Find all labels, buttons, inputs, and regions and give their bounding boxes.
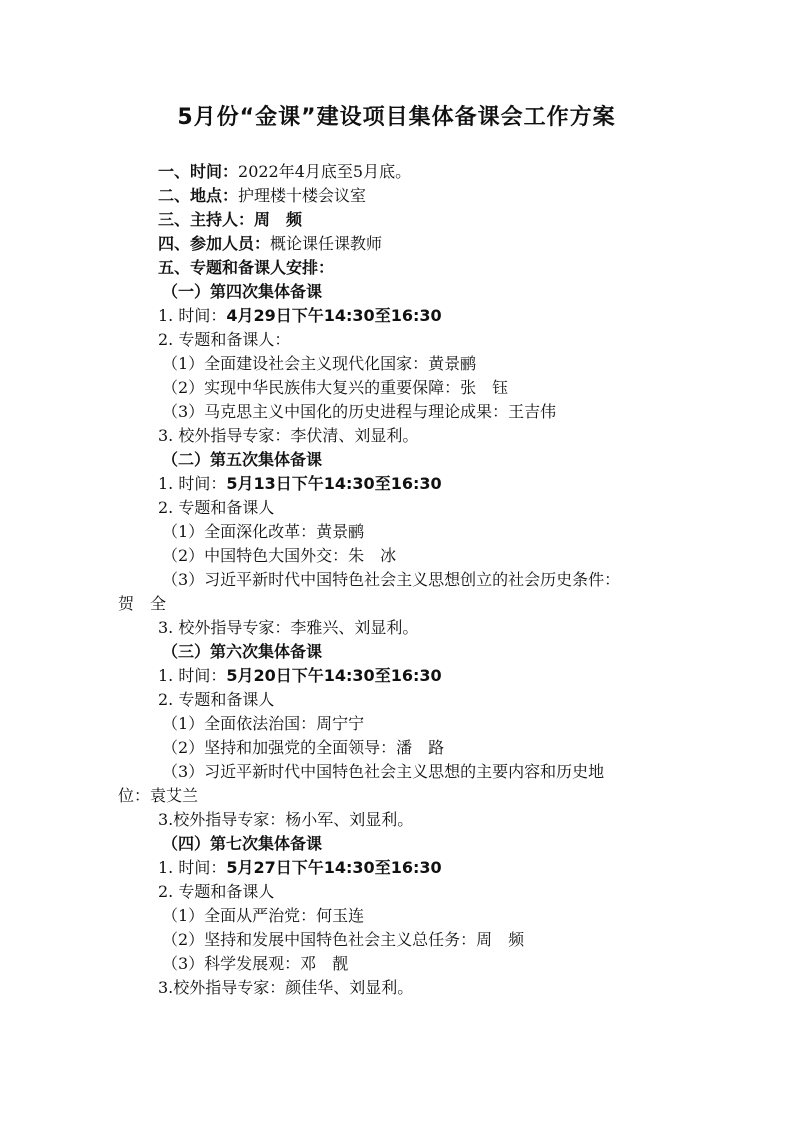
session-2-time-value: 5月13日下午14:30至16:30: [226, 474, 442, 493]
session-2-topics-label: 2. 专题和备课人: [158, 498, 275, 517]
session-3-heading: （三）第六次集体备课: [162, 642, 323, 661]
session-2-topic-3: （3）习近平新时代中国特色社会主义思想创立的社会历史条件：: [162, 570, 621, 589]
session-3-time: [118, 664, 678, 688]
session-4-topics-label: 2. 专题和备课人: [158, 882, 275, 901]
section-arrangement: [118, 256, 678, 280]
session-2-time: [118, 472, 678, 496]
session-2-topic-2: （2）中国特色大国外交：朱 冰: [162, 546, 397, 565]
session-3-topics-label: 2. 专题和备课人: [158, 690, 275, 709]
document-title: 5月份“金课”建设项目集体备课会工作方案: [177, 105, 616, 130]
section-participants-value: 概论课任课教师: [270, 234, 383, 253]
session-4-experts: 3.校外指导专家：颜佳华、刘显利。: [158, 978, 414, 997]
section-arrangement-label: 五、专题和备课人安排：: [158, 258, 335, 277]
section-host-label: 三、主持人：周 频: [158, 210, 303, 229]
section-participants: [118, 232, 678, 256]
session-2-heading: （二）第五次集体备课: [162, 450, 323, 469]
session-4-time: [118, 856, 678, 880]
session-3-time-value: 5月20日下午14:30至16:30: [226, 666, 442, 685]
section-location-label: 二、地点：: [158, 186, 239, 205]
session-2-topic-3-cont: 贺 全: [118, 594, 167, 613]
session-1-time-value: 4月29日下午14:30至16:30: [226, 306, 442, 325]
session-1-experts: 3. 校外指导专家：李伏清、刘显利。: [158, 426, 419, 445]
session-1-heading: （一）第四次集体备课: [162, 282, 323, 301]
session-1-topic-3: （3）马克思主义中国化的历史进程与理论成果：王吉伟: [162, 402, 557, 421]
session-2-experts: 3. 校外指导专家：李雅兴、刘显利。: [158, 618, 419, 637]
section-location-value: 护理楼十楼会议室: [238, 186, 367, 205]
session-3-topic-2: （2）坚持和加强党的全面领导：潘 路: [162, 738, 445, 757]
session-2-time-label: 1. 时间：: [158, 474, 227, 493]
session-4-time-value: 5月27日下午14:30至16:30: [226, 858, 442, 877]
session-4-heading: （四）第七次集体备课: [162, 834, 323, 853]
section-time: [118, 160, 678, 184]
section-host: [118, 208, 678, 232]
session-2-topic-1: （1）全面深化改革：黄景鹂: [162, 522, 365, 541]
section-time-value: 2022年4月底至5月底。: [238, 162, 412, 181]
section-time-label: 一、时间：: [158, 162, 239, 181]
session-3-time-label: 1. 时间：: [158, 666, 227, 685]
section-participants-label: 四、参加人员：: [158, 234, 271, 253]
session-1-topics-label: 2. 专题和备课人：: [158, 330, 291, 349]
session-1-topic-1: （1）全面建设社会主义现代化国家：黄景鹂: [162, 354, 477, 373]
session-1-topic-2: （2）实现中华民族伟大复兴的重要保障：张 钰: [162, 378, 509, 397]
session-4-topic-3: （3）科学发展观：邓 靓: [162, 954, 349, 973]
session-3-experts: 3.校外指导专家：杨小军、刘显利。: [158, 810, 414, 829]
session-4-topic-1: （1）全面从严治党：何玉连: [162, 906, 365, 925]
session-4-time-label: 1. 时间：: [158, 858, 227, 877]
session-3-topic-3-cont: 位：袁艾兰: [118, 786, 199, 805]
section-location: [118, 184, 678, 208]
session-3-topic-3: （3）习近平新时代中国特色社会主义思想的主要内容和历史地: [162, 762, 605, 781]
session-1-time: [118, 304, 678, 328]
session-4-topic-2: （2）坚持和发展中国特色社会主义总任务：周 频: [162, 930, 525, 949]
session-3-topic-1: （1）全面依法治国：周宁宁: [162, 714, 365, 733]
session-1-time-label: 1. 时间：: [158, 306, 227, 325]
document-body: [118, 160, 678, 1000]
